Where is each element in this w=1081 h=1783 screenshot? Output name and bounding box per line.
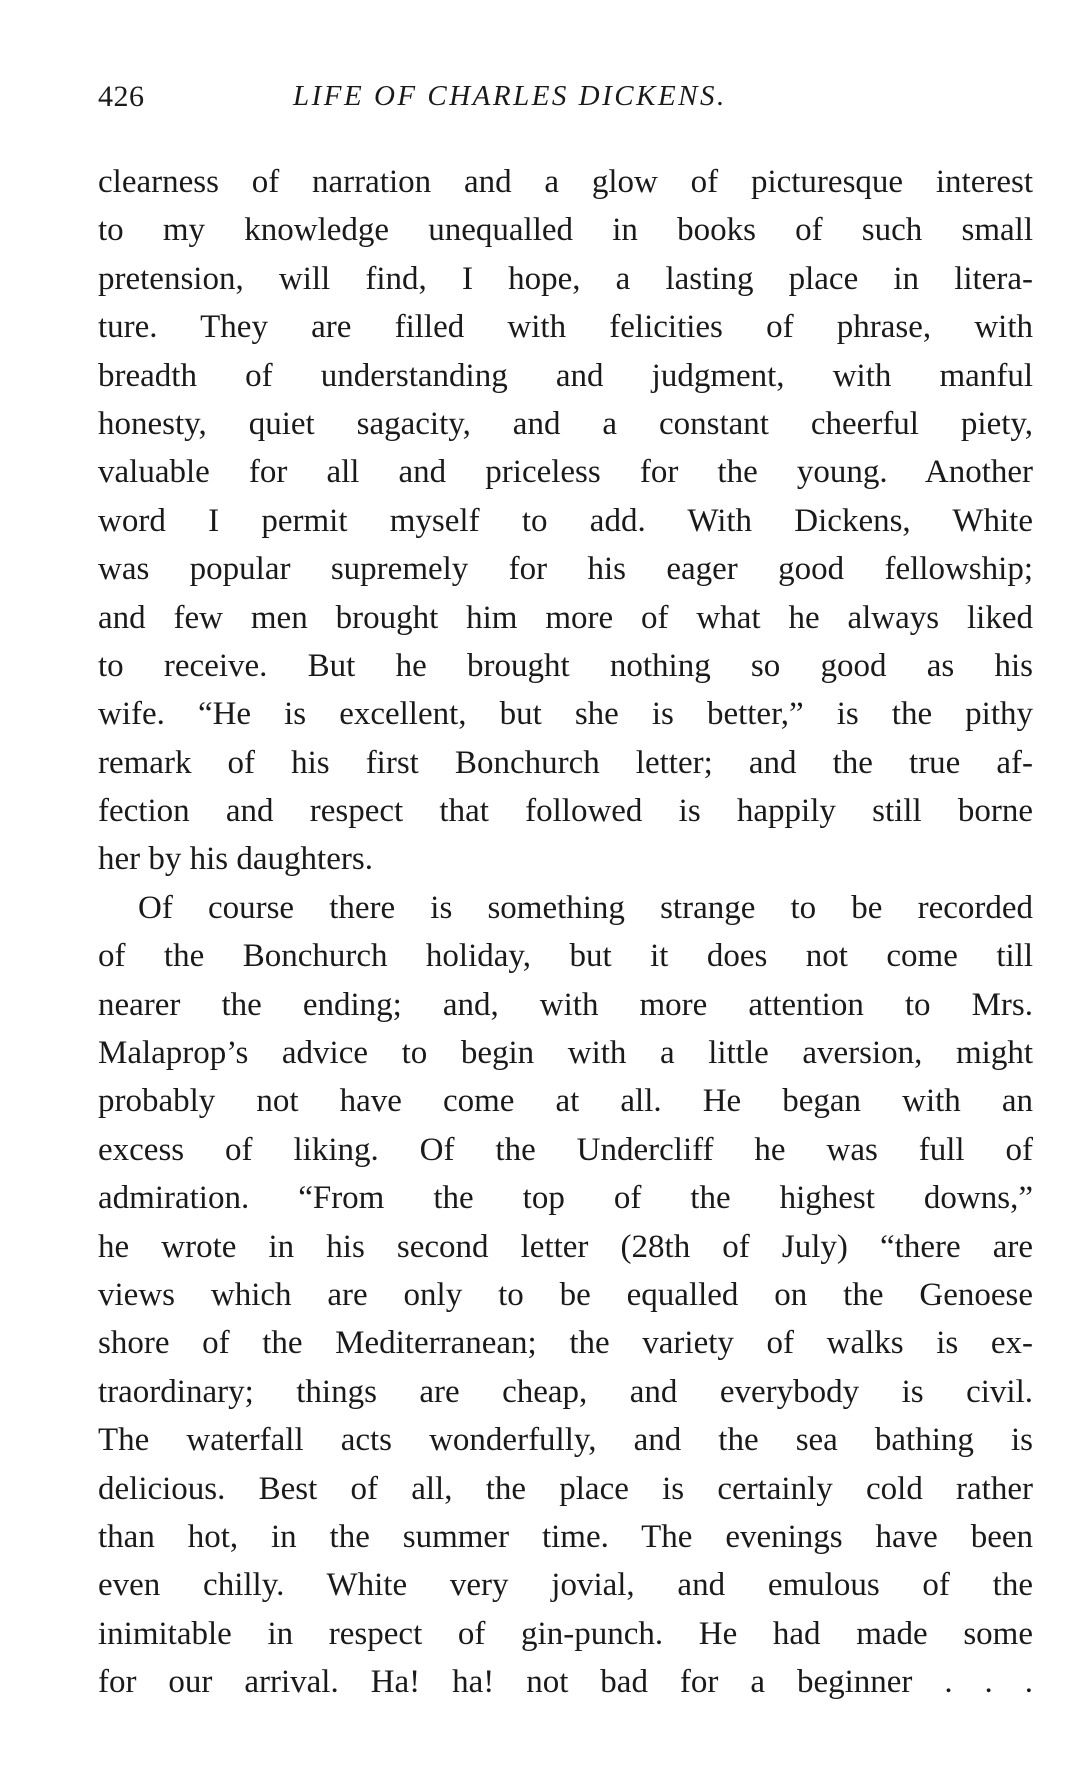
text-line: breadth of understanding and judgment, with manful (98, 357, 1033, 394)
text-line: word I permit myself to add. With Dickens, White (98, 502, 1033, 539)
text-line: honesty, quiet sagacity, and a constant cheerful piety, (98, 405, 1033, 442)
text-line: pretension, will find, I hope, a lasting place in litera- (98, 260, 1033, 297)
paragraph-start-line: Of course there is something strange to be recorded (138, 889, 1033, 926)
text-line: clearness of narration and a glow of picturesque interest (98, 164, 1033, 200)
text-line: to my knowledge unequalled in books of such small (98, 212, 1033, 249)
text-line: shore of the Mediterranean; the variety of walks is ex- (98, 1325, 1033, 1362)
body-text (98, 158, 1033, 1707)
text-line: for our arrival. Ha! ha! not bad for a beginner . . . (98, 1664, 1033, 1701)
text-line: valuable for all and priceless for the young. Another (98, 454, 1033, 491)
running-title: LIFE OF CHARLES DICKENS. (293, 80, 727, 112)
text-line: traordinary; things are cheap, and everybody is civil. (98, 1373, 1033, 1410)
text-line: of the Bonchurch holiday, but it does not come till (98, 938, 1033, 975)
text-line: was popular supremely for his eager good fellowship; (98, 551, 1033, 588)
text-line: admiration. “From the top of the highest downs,” (98, 1180, 1033, 1217)
text-line: excess of liking. Of the Undercliff he was full of (98, 1131, 1033, 1168)
text-line: to receive. But he brought nothing so good as his (98, 647, 1033, 684)
text-line: remark of his first Bonchurch letter; and the true af- (98, 744, 1033, 781)
text-line: and few men brought him more of what he always liked (98, 599, 1033, 636)
text-line: delicious. Best of all, the place is certainly cold rather (98, 1470, 1033, 1507)
text-line: Malaprop’s advice to begin with a little aversion, might (98, 1035, 1033, 1072)
text-line: even chilly. White very jovial, and emulous of the (98, 1567, 1033, 1604)
text-line: inimitable in respect of gin-punch. He had made some (98, 1615, 1033, 1652)
text-line: nearer the ending; and, with more attention to Mrs. (98, 986, 1033, 1023)
text-line: fection and respect that followed is happily still borne (98, 793, 1033, 830)
text-line: than hot, in the summer time. The evenings have been (98, 1518, 1033, 1555)
paragraph-end-line: her by his daughters. (98, 841, 373, 878)
text-line: ture. They are filled with felicities of phrase, with (98, 309, 1033, 346)
text-line: he wrote in his second letter (28th of July) “there are (98, 1228, 1033, 1265)
text-line: wife. “He is excellent, but she is better,” is the pithy (98, 696, 1033, 733)
text-line: probably not have come at all. He began with an (98, 1083, 1033, 1120)
running-head (98, 80, 1033, 120)
page-number: 426 (98, 80, 145, 113)
text-line: The waterfall acts wonderfully, and the sea bathing is (98, 1422, 1033, 1459)
text-line: views which are only to be equalled on the Genoese (98, 1276, 1033, 1313)
